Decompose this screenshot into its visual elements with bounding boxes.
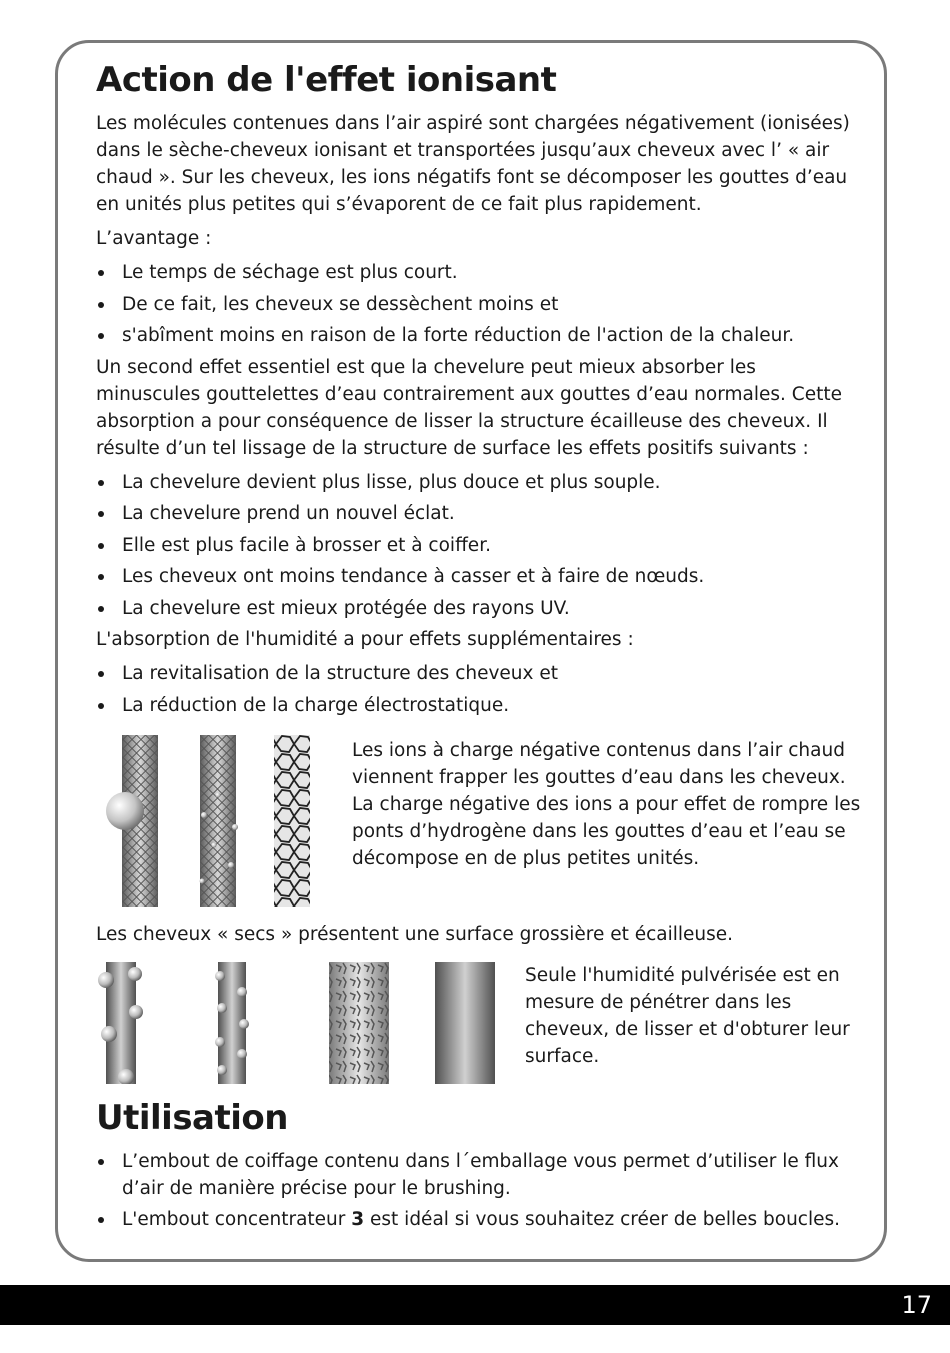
list-item: Les cheveux ont moins tendance à casser et à faire de nœuds.	[96, 563, 862, 590]
list-item	[96, 1206, 862, 1233]
page-content	[96, 58, 862, 1238]
ion-figure	[96, 735, 862, 913]
figure-2-caption: Seule l'humidité pulvérisée est en mesure de pénétrer dans les cheveux, de lisser et d'obturer leur surface.	[525, 964, 850, 1067]
absorption-label: L'absorption de l'humidité a pour effets supplémentaires :	[96, 629, 634, 650]
usage-list	[96, 1148, 862, 1234]
list-item: La chevelure prend un nouvel éclat.	[96, 500, 862, 527]
advantage-label: L’avantage :	[96, 228, 212, 249]
section-title-ionic-effect: Action de l'effet ionisant	[96, 60, 557, 100]
part-number: 3	[351, 1209, 365, 1230]
list-item: Elle est plus facile à brosser et à coiffer.	[96, 532, 862, 559]
hair-strand-illustration-1	[96, 735, 326, 913]
second-effect-paragraph: Un second effet essentiel est que la chevelure peut mieux absorber les minuscules gouttelettes d’eau contrairement aux gouttes d’eau normales. Cette absorption a pour conséquence de lisser la structure écailleuse des cheveux. Il résulte d’un tel lissage de la structure de surface les effets positifs suivants :	[96, 356, 842, 459]
list-item: La revitalisation de la structure des cheveux et	[96, 660, 862, 687]
absorption-list	[96, 660, 862, 719]
list-item: s'abîment moins en raison de la forte réduction de l'action de la chaleur.	[96, 322, 862, 349]
intro-paragraph: Les molécules contenues dans l’air aspiré sont chargées négativement (ionisées) dans le sèche-cheveux ionisant et transportées jusqu’aux cheveux avec l’ « air chaud ». Sur les cheveux, les ions négatifs font se décomposer les gouttes d’eau en unités plus petites qui s’évaporent de ce fait plus rapidement.	[96, 113, 850, 215]
figure-1-caption: Les ions à charge négative contenus dans l’air chaud viennent frapper les gouttes d’eau dans les cheveux. La charge négative des ions a pour effet de rompre les ponts d’hydrogène dans les gouttes d’eau et l’eau se décompose en de plus petites unités.	[352, 739, 861, 869]
list-item: La réduction de la charge électrostatique.	[96, 692, 862, 719]
advantages-list	[96, 259, 862, 349]
list-item: La chevelure est mieux protégée des rayons UV.	[96, 595, 862, 622]
hair-strand-illustration-2	[96, 962, 516, 1084]
dry-hair-paragraph: Les cheveux « secs » présentent une surface grossière et écailleuse.	[96, 923, 734, 945]
footer-bar	[0, 1285, 950, 1325]
list-item: De ce fait, les cheveux se dessèchent moins et	[96, 291, 862, 318]
moisture-figure	[96, 962, 862, 1084]
list-item: L’embout de coiffage contenu dans l´emballage vous permet d’utiliser le flux d’air de manière précise pour le brushing.	[96, 1148, 862, 1202]
effects-list	[96, 469, 862, 622]
page-number: 17	[901, 1291, 932, 1319]
item-text: L'embout concentrateur	[122, 1209, 352, 1230]
list-item: La chevelure devient plus lisse, plus douce et plus souple.	[96, 469, 862, 496]
section-title-usage: Utilisation	[96, 1097, 288, 1138]
list-item: Le temps de séchage est plus court.	[96, 259, 862, 286]
item-text: est idéal si vous souhaitez créer de belles boucles.	[364, 1209, 841, 1230]
